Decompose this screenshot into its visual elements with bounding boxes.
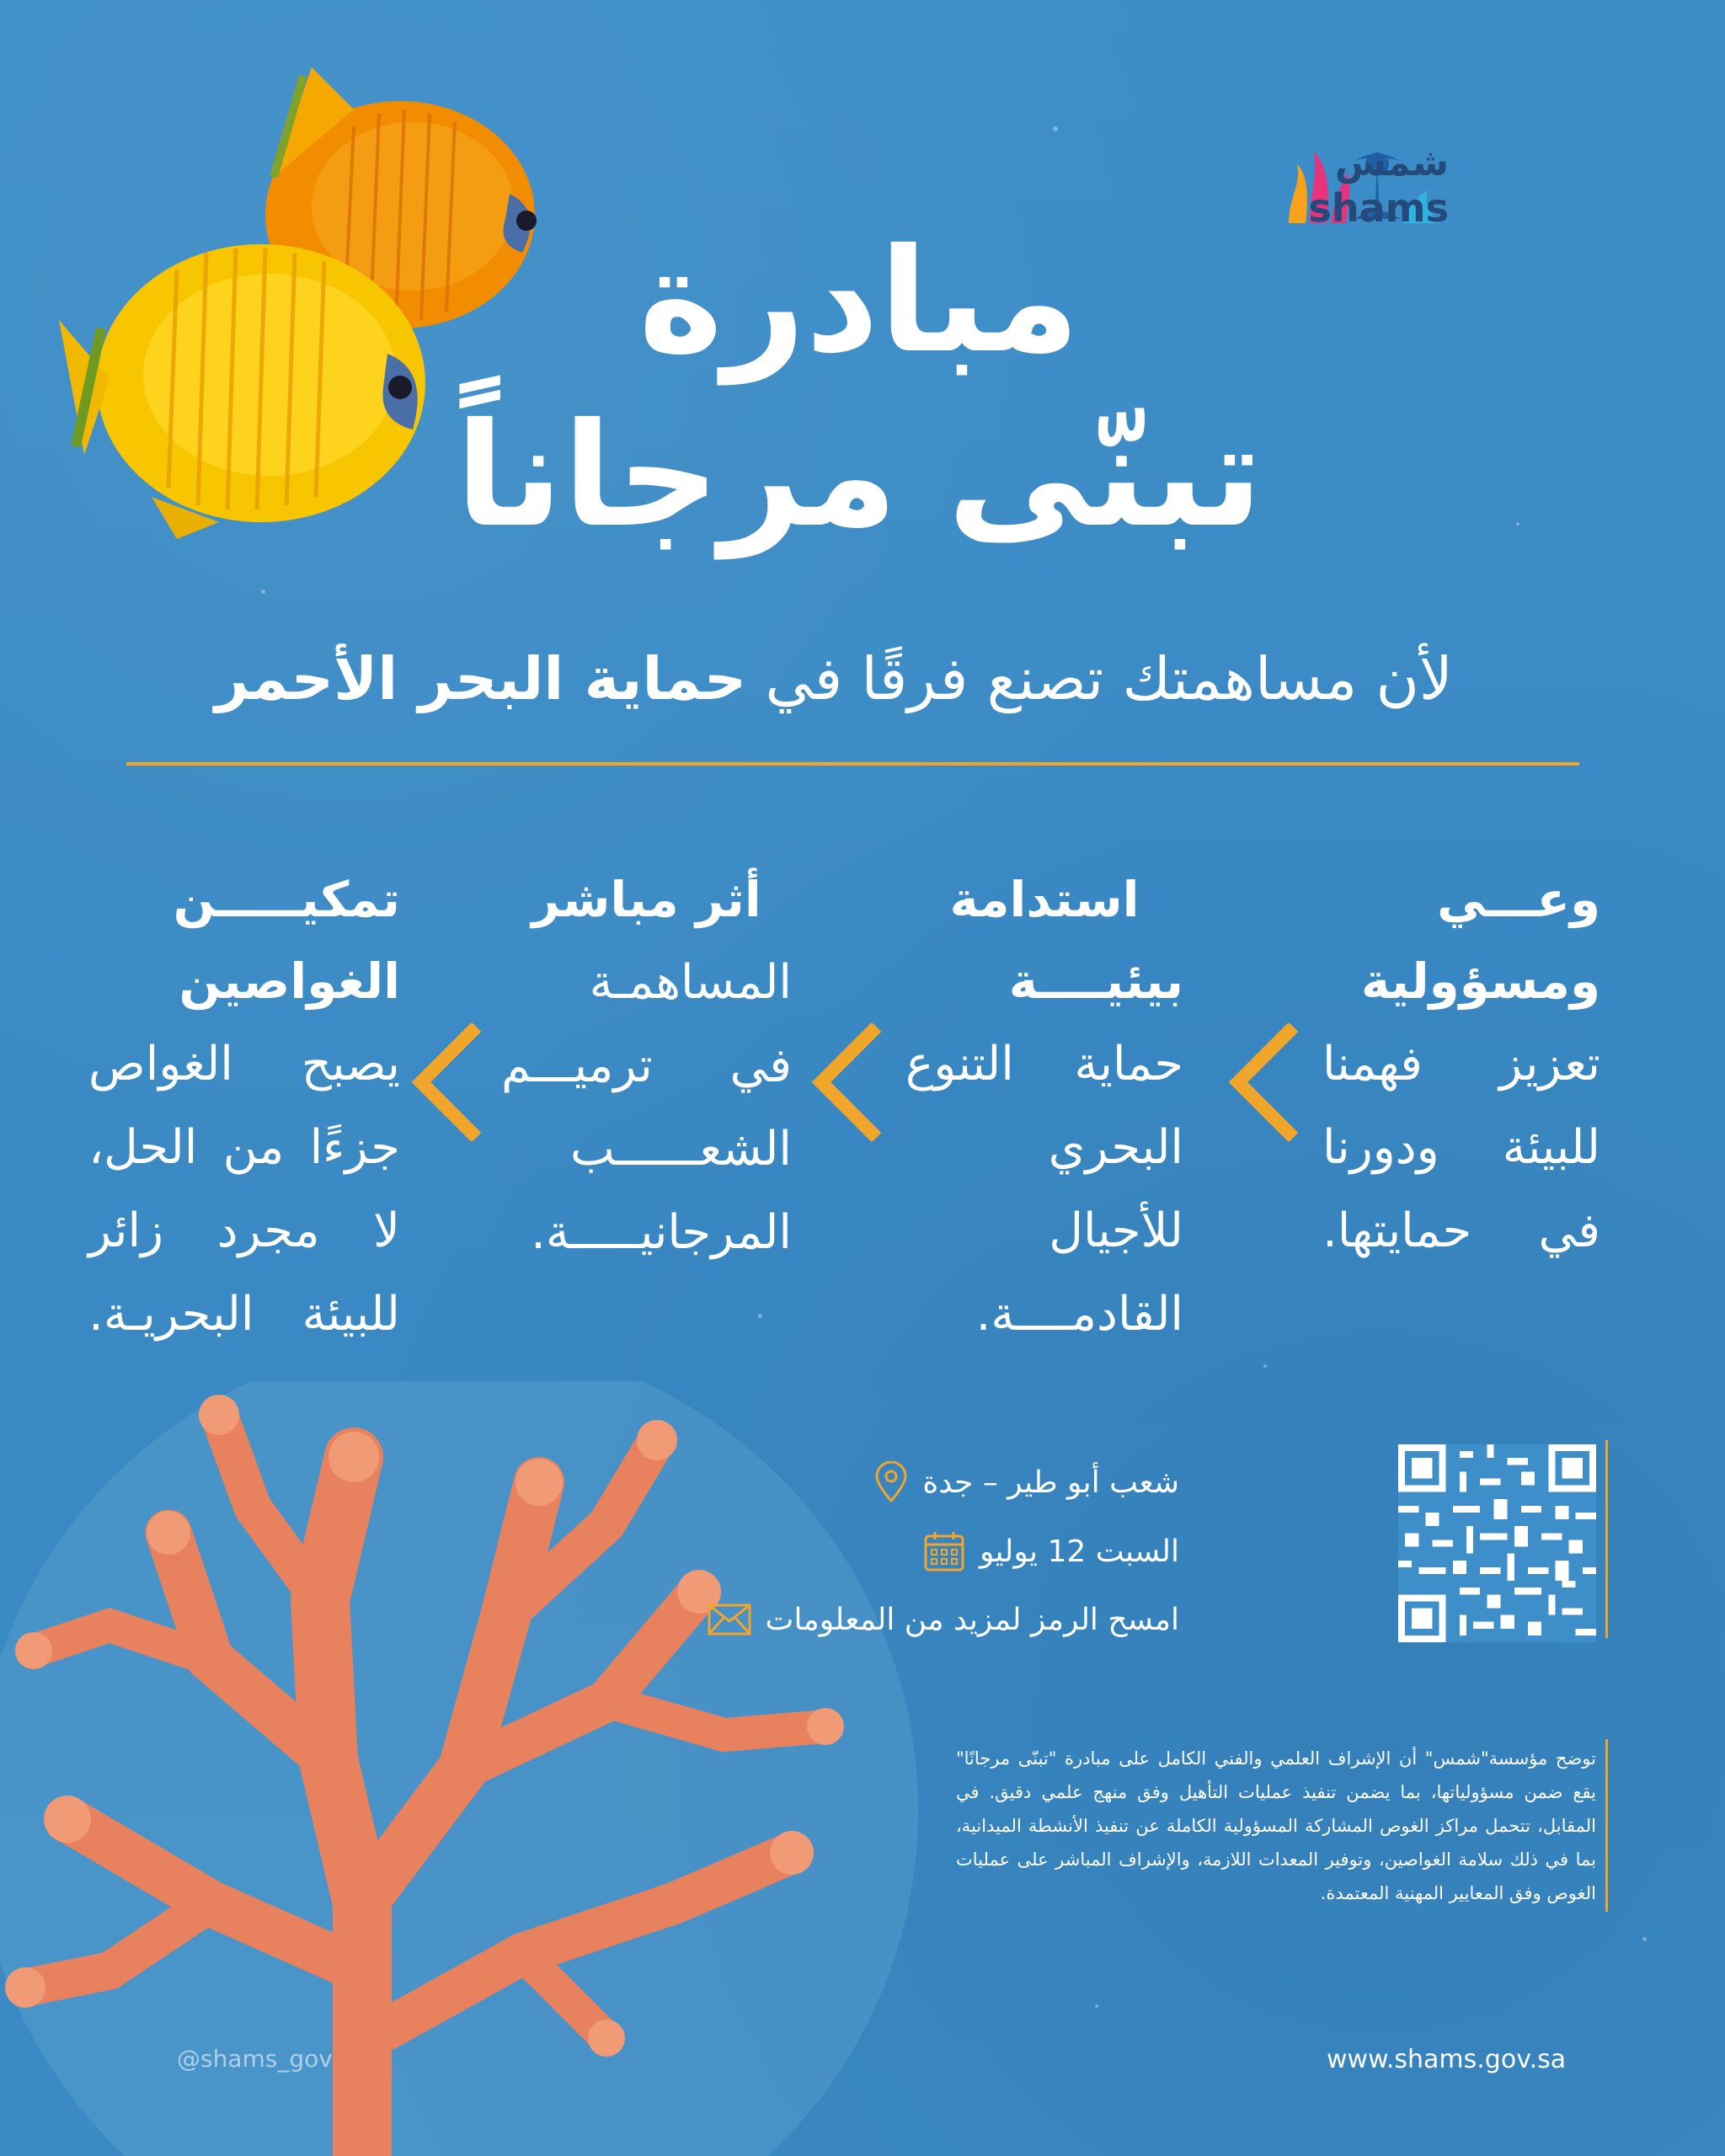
column-diver-empowerment [88,859,400,1356]
divider [126,762,1579,766]
column-title [88,859,400,1022]
envelope-icon [707,1603,752,1636]
column-body-line: لا مجرد زائر [88,1203,400,1258]
location-pin-icon [873,1461,909,1503]
info-location [873,1457,1179,1508]
shams-logo [1280,126,1592,244]
coral-illustration [0,1381,935,2156]
date-text: السبت 12 يوليو [979,1534,1179,1569]
scan-text: امسح الرمز لمزيد من المعلومات [765,1602,1179,1637]
column-body [88,1022,400,1356]
location-text: شعب أبو طير – جدة [922,1465,1179,1500]
disclaimer-divider [1605,1739,1608,1912]
column-body-line: المرجانيـــــة. [531,1205,792,1260]
column-title [905,859,1183,1022]
column-body-line: القادمــــة. [975,1287,1183,1342]
speck [758,1314,762,1318]
speck [1053,126,1058,131]
logo-english-text: shams [1308,185,1449,231]
speck [261,590,265,594]
column-title-line: بيئيــــة [1008,953,1183,1010]
title-line-2: تبنّى مرجاناً [455,392,1263,560]
disclaimer-text: توضح مؤسسة"شمس" أن الإشراف العلمي والفني الكامل على مبادرة "تبنّى مرجانًا" يقع ضمن مسؤولياتها، بما يضمن تنفيذ عمليات التأهيل وفق منهج علمي دقيق. في المقابل، تتحمل مراكز الغوص المشاركة المسؤولية الكاملة عن تنفيذ الأنشطة الميدانية، بما في ذلك سلامة الغواصين، وتوفير المعدات اللازمة، والإشراف المباشر على عمليات الغوص وفق المعايير المهنية المعتمدة. [956,1748,1596,1903]
qr-code[interactable] [1398,1444,1596,1642]
page-title [421,215,1297,564]
column-body-line: تعزيز فهمنا [1322,1037,1600,1091]
column-title-line: ومسؤولية [1360,953,1600,1010]
website-link[interactable]: www.shams.gov.sa [1327,2045,1567,2074]
column-body-line: جزءًا من الحل، [88,1120,400,1175]
column-body-line: في حمايتها. [1322,1203,1600,1258]
info-date [922,1526,1179,1577]
column-title-line: استدامة [949,871,1140,928]
column-title-line: وعـــي [1437,871,1600,928]
speck [1516,522,1519,526]
logo-arabic-text: شمس [1335,141,1449,184]
speck [1642,1937,1647,1941]
subtitle-regular: لأن مساهمتك تصنع فرقًا في [746,644,1453,713]
chevron-left-icon [409,1023,484,1141]
column-title-line: تمكيـــــن [173,871,400,928]
column-body-line: في ترميـــم [501,1038,792,1093]
column-body-line: الشعــــــب [569,1122,792,1177]
column-direct-impact [501,859,792,1274]
column-title [1322,859,1600,1022]
column-body-line: يصبح الغواص [88,1037,400,1091]
column-title-line: الغواصين [179,953,400,1010]
column-title-line: أثر مباشر [531,871,761,928]
column-title [501,859,792,941]
column-body-line: حماية التنوع [905,1037,1183,1091]
speck [1095,2004,1098,2008]
info-scan [707,1594,1179,1645]
column-body-line: للبيئة البحريـة. [88,1287,400,1342]
column-body [1322,1022,1600,1273]
calendar-icon [922,1529,966,1573]
column-awareness [1322,859,1600,1273]
chevron-left-icon [809,1023,884,1141]
column-body-line: البحري للأجيال [1048,1120,1183,1258]
speck [1263,1364,1267,1368]
column-body [905,1022,1183,1356]
column-body-line: المساهمـة [589,955,792,1010]
info-divider [1605,1440,1608,1638]
yellow-butterflyfish [59,244,425,539]
title-line-1: مبادرة [638,218,1080,385]
chevron-left-icon [1226,1023,1301,1141]
column-body [501,941,792,1274]
column-sustainability [905,859,1183,1356]
social-handle[interactable]: @shams_gov [177,2045,333,2073]
subtitle-bold: حماية البحر الأحمر [215,644,747,713]
subtitle [101,644,1567,713]
column-body-line: للبيئة ودورنا [1322,1120,1600,1175]
